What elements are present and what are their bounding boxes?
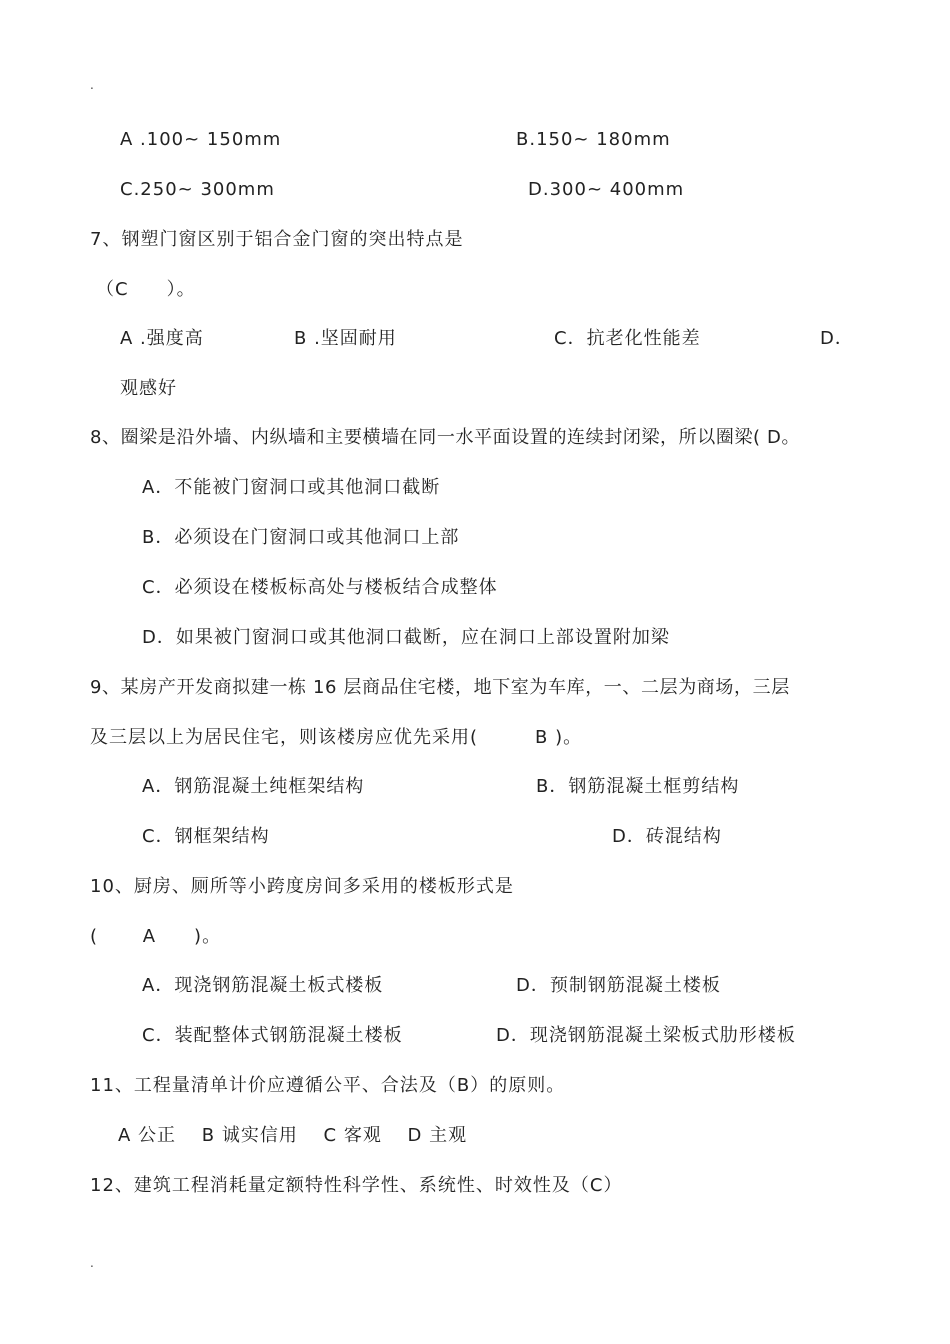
q10-option-b: D．预制钢筋混凝土楼板 [516, 975, 721, 996]
q8-option-a: A．不能被门窗洞口或其他洞口截断 [142, 477, 441, 498]
q7-option-a: A .强度高 [120, 328, 204, 349]
q6-option-c: C.250~ 300mm [120, 179, 275, 200]
q9-stem-line-2: 及三层以上为居民住宅，则该楼房应优先采用( B )。 [90, 727, 583, 748]
q10-stem: 10、厨房、厕所等小跨度房间多采用的楼板形式是 [90, 876, 514, 897]
q10-answer: ( A )。 [90, 926, 222, 947]
q11-options: A 公正 B 诚实信用 C 客观 D 主观 [118, 1125, 468, 1146]
page-bottom-mark: . [90, 1256, 94, 1270]
q9-option-c: C．钢框架结构 [142, 826, 270, 847]
q7-option-d-continued: 观感好 [120, 378, 177, 399]
page-top-mark: . [90, 78, 94, 92]
q8-option-b: B．必须设在门窗洞口或其他洞口上部 [142, 527, 460, 548]
q8-option-d: D．如果被门窗洞口或其他洞口截断，应在洞口上部设置附加梁 [142, 627, 670, 648]
q10-option-d: D．现浇钢筋混凝土梁板式肋形楼板 [496, 1025, 796, 1046]
q7-stem: 7、钢塑门窗区别于铝合金门窗的突出特点是 [90, 229, 464, 250]
q7-option-c: C．抗老化性能差 [554, 328, 701, 349]
q9-option-b: B．钢筋混凝土框剪结构 [536, 776, 740, 797]
q10-option-a: A．现浇钢筋混凝土板式楼板 [142, 975, 384, 996]
q9-stem-line-1: 9、某房产开发商拟建一栋 16 层商品住宅楼，地下室为车库，一、二层为商场，三层 [90, 677, 790, 698]
q8-option-c: C．必须设在楼板标高处与楼板结合成整体 [142, 577, 498, 598]
q7-answer: （C ）。 [96, 279, 196, 300]
q12-stem: 12、建筑工程消耗量定额特性科学性、系统性、时效性及（C） [90, 1175, 623, 1196]
q7-option-b: B .坚固耐用 [294, 328, 397, 349]
q8-stem: 8、圈梁是沿外墙、内纵墙和主要横墙在同一水平面设置的连续封闭梁，所以圈梁( D。 [90, 427, 801, 448]
q11-stem: 11、工程量清单计价应遵循公平、合法及（B）的原则。 [90, 1075, 566, 1096]
q9-option-d: D．砖混结构 [612, 826, 722, 847]
q6-option-d: D.300~ 400mm [528, 179, 685, 200]
q9-option-a: A．钢筋混凝土纯框架结构 [142, 776, 365, 797]
q6-option-b: B.150~ 180mm [516, 129, 671, 150]
q10-option-c: C．装配整体式钢筋混凝土楼板 [142, 1025, 403, 1046]
q6-option-a: A .100~ 150mm [120, 129, 282, 150]
q7-option-d: D． [820, 328, 854, 349]
